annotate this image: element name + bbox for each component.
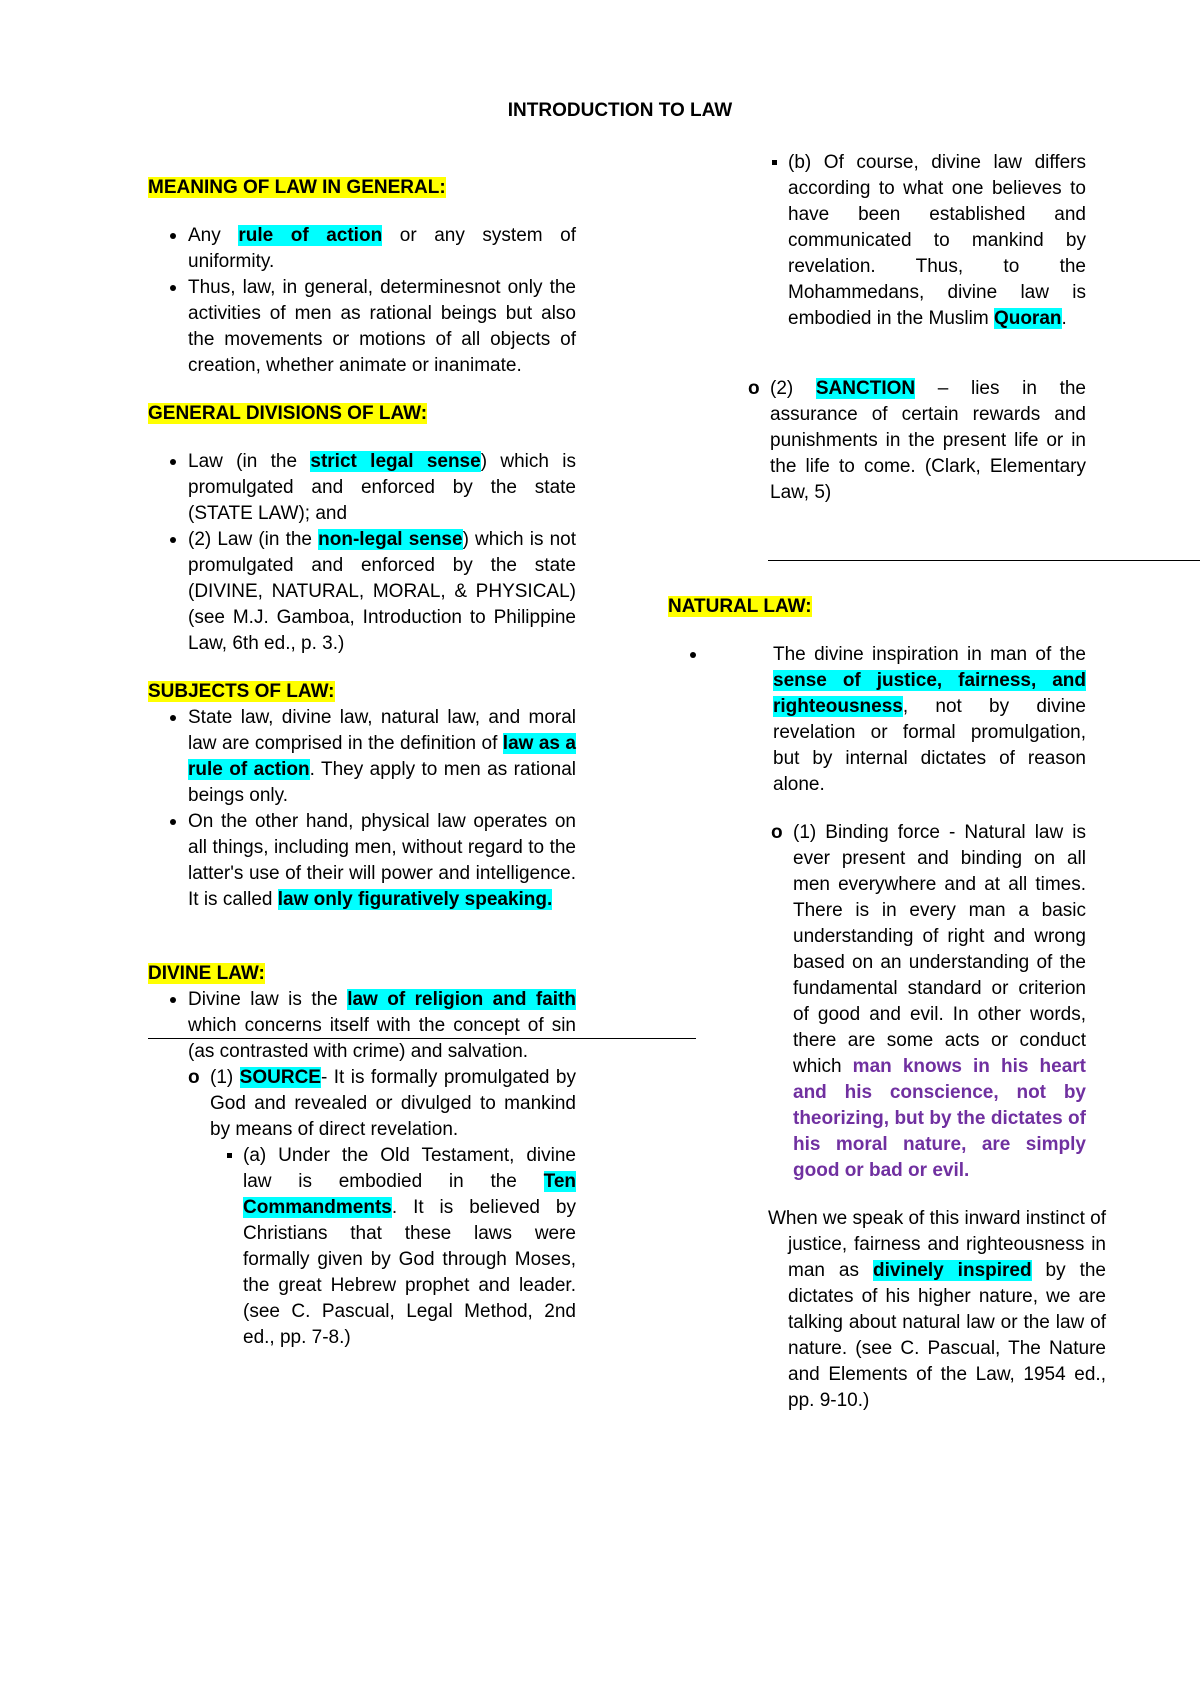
list-item: Divine law is the law of religion and faith which concerns itself with the concept of sin (as contrasted with crime) and salvation. [148,987,576,1065]
list-item: Any rule of action or any system of uniformity. [148,223,576,275]
list-item: Thus, law, in general, determinesnot only the activities of men as rational beings but also the movements or motions of all objects of creation, whether animate or inanimate. [148,275,576,379]
divider-right [768,560,1200,561]
divisions-list [148,449,576,657]
list-item: o (1) SOURCE- It is formally promulgated by God and revealed or divulged to mankind by means of direct revelation. [188,1065,576,1143]
natural-paragraph: When we speak of this inward instinct of justice, fairness and righteousness in man as divinely inspired by the dictates of his higher nature, we are talking about natural law or the law of nature. (see C. Pascual, The Nature and Elements of the Law, 1954 ed., pp. 9-10.) [768,1208,1106,1411]
right-column [668,150,1120,1414]
list-item: The divine inspiration in man of the sense of justice, fairness, and righteousness, not by divine revelation or formal promulgation, but by internal dictates of reason alone. [668,642,1086,798]
list-item: o (1) Binding force - Natural law is ever present and binding on all men everywhere and at all times. There is in every man a basic understanding of right and wrong based on an understanding of the fundamental standard or criterion of good and evil. In other words, there are some acts or conduct which man knows in his heart and his conscience, not by theorizing, but by the dictates of his moral nature, are simply good or bad or evil. [771,820,1086,1184]
subjects-list [148,705,576,913]
list-item: (2) Law (in the non-legal sense) which is not promulgated and enforced by the state (DIVINE, NATURAL, MORAL, & PHYSICAL) (see M.J. Gamboa, Introduction to Philippine Law, 6th ed., p. 3.) [148,527,576,657]
heading-meaning: MEANING OF LAW IN GENERAL: [148,177,446,198]
heading-divisions: GENERAL DIVISIONS OF LAW: [148,403,428,424]
list-item: o (2) SANCTION – lies in the assurance of certain rewards and punishments in the present life or in the life to come. (Clark, Elementary Law, 5) [748,376,1086,506]
list-item: (b) Of course, divine law differs according to what one believes to have been established and communicated to mankind by revelation. Thus, to the Mohammedans, divine law is embodied in the Muslim Quoran. [768,150,1086,332]
list-item: On the other hand, physical law operates on all things, including men, without regard to the latter's use of their will power and intelligence. It is called law only figuratively speaking. [148,809,576,913]
heading-subjects: SUBJECTS OF LAW: [148,681,335,702]
meaning-list [148,223,576,379]
divider-left [148,1038,696,1039]
left-column [148,175,576,1351]
divine-list [148,987,576,1065]
divine-sublist [188,1065,576,1351]
heading-divine: DIVINE LAW: [148,963,265,984]
list-item: (a) Under the Old Testament, divine law is embodied in the Ten Commandments. It is believed by Christians that these laws were formally given by God through Moses, the great Hebrew prophet and leader. (see C. Pascual, Legal Method, 2nd ed., pp. 7-8.) [223,1143,576,1351]
list-item: State law, divine law, natural law, and moral law are comprised in the definition of law as a rule of action. They apply to men as rational beings only. [148,705,576,809]
page-title: INTRODUCTION TO LAW [507,100,733,121]
list-item: Law (in the strict legal sense) which is promulgated and enforced by the state (STATE LAW); and [148,449,576,527]
natural-list [668,642,1086,798]
heading-natural: NATURAL LAW: [668,596,812,617]
